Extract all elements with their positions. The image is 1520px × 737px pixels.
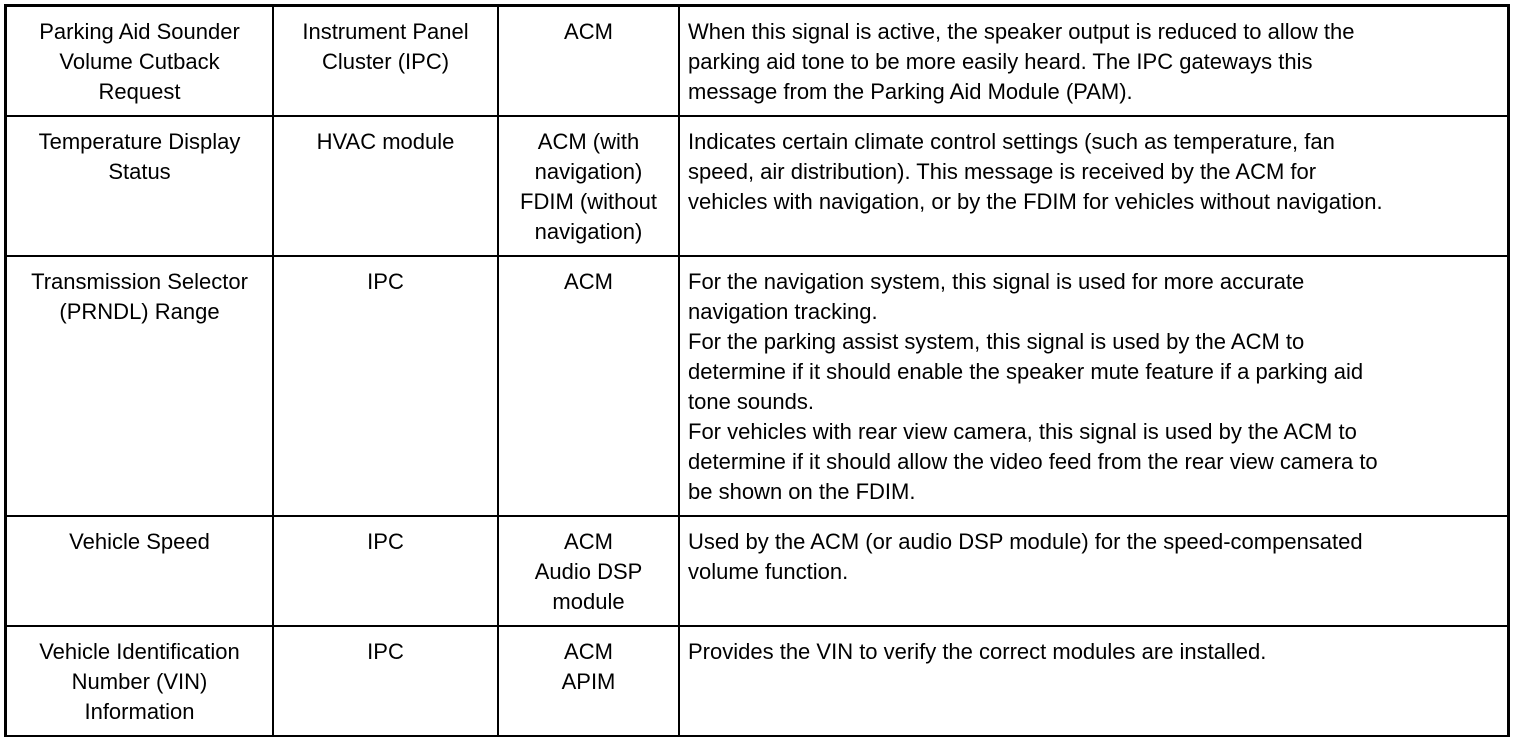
description-cell: For the navigation system, this signal is used for more accurate navigation tracking. For the parking assist system, this signal is used by the ACM to determine if it should enable the speaker mute feature if a parking aid tone sounds. For vehicles with rear view camera, this signal is used by the ACM to determine if it should allow the video feed from the rear view camera to be shown on the FDIM. xyxy=(679,256,1508,516)
receivers-cell: ACM Audio DSP module xyxy=(498,516,679,626)
table-row xyxy=(6,626,1508,736)
originator-cell: IPC xyxy=(273,626,498,736)
receivers-cell: ACM xyxy=(498,256,679,516)
receivers-cell: ACM (with navigation) FDIM (without navigation) xyxy=(498,116,679,256)
receivers-cell: ACM APIM xyxy=(498,626,679,736)
signal-name-cell: Vehicle Identification Number (VIN) Information xyxy=(6,626,273,736)
originator-cell: Instrument Panel Cluster (IPC) xyxy=(273,6,498,116)
description-cell: Used by the ACM (or audio DSP module) for the speed-compensated volume function. xyxy=(679,516,1508,626)
description-cell: When this signal is active, the speaker output is reduced to allow the parking aid tone to be more easily heard. The IPC gateways this message from the Parking Aid Module (PAM). xyxy=(679,6,1508,116)
signal-name-cell: Vehicle Speed xyxy=(6,516,273,626)
table-row xyxy=(6,6,1508,116)
originator-cell: HVAC module xyxy=(273,116,498,256)
originator-cell: IPC xyxy=(273,256,498,516)
table-row xyxy=(6,116,1508,256)
description-cell: Indicates certain climate control settings (such as temperature, fan speed, air distribution). This message is received by the ACM for vehicles with navigation, or by the FDIM for vehicles without navigation. xyxy=(679,116,1508,256)
originator-cell: IPC xyxy=(273,516,498,626)
table-row xyxy=(6,256,1508,516)
receivers-cell: ACM xyxy=(498,6,679,116)
network-message-table xyxy=(5,5,1509,737)
table-row xyxy=(6,516,1508,626)
description-cell: Provides the VIN to verify the correct modules are installed. xyxy=(679,626,1508,736)
signal-name-cell: Parking Aid Sounder Volume Cutback Request xyxy=(6,6,273,116)
signal-name-cell: Temperature Display Status xyxy=(6,116,273,256)
signal-name-cell: Transmission Selector (PRNDL) Range xyxy=(6,256,273,516)
